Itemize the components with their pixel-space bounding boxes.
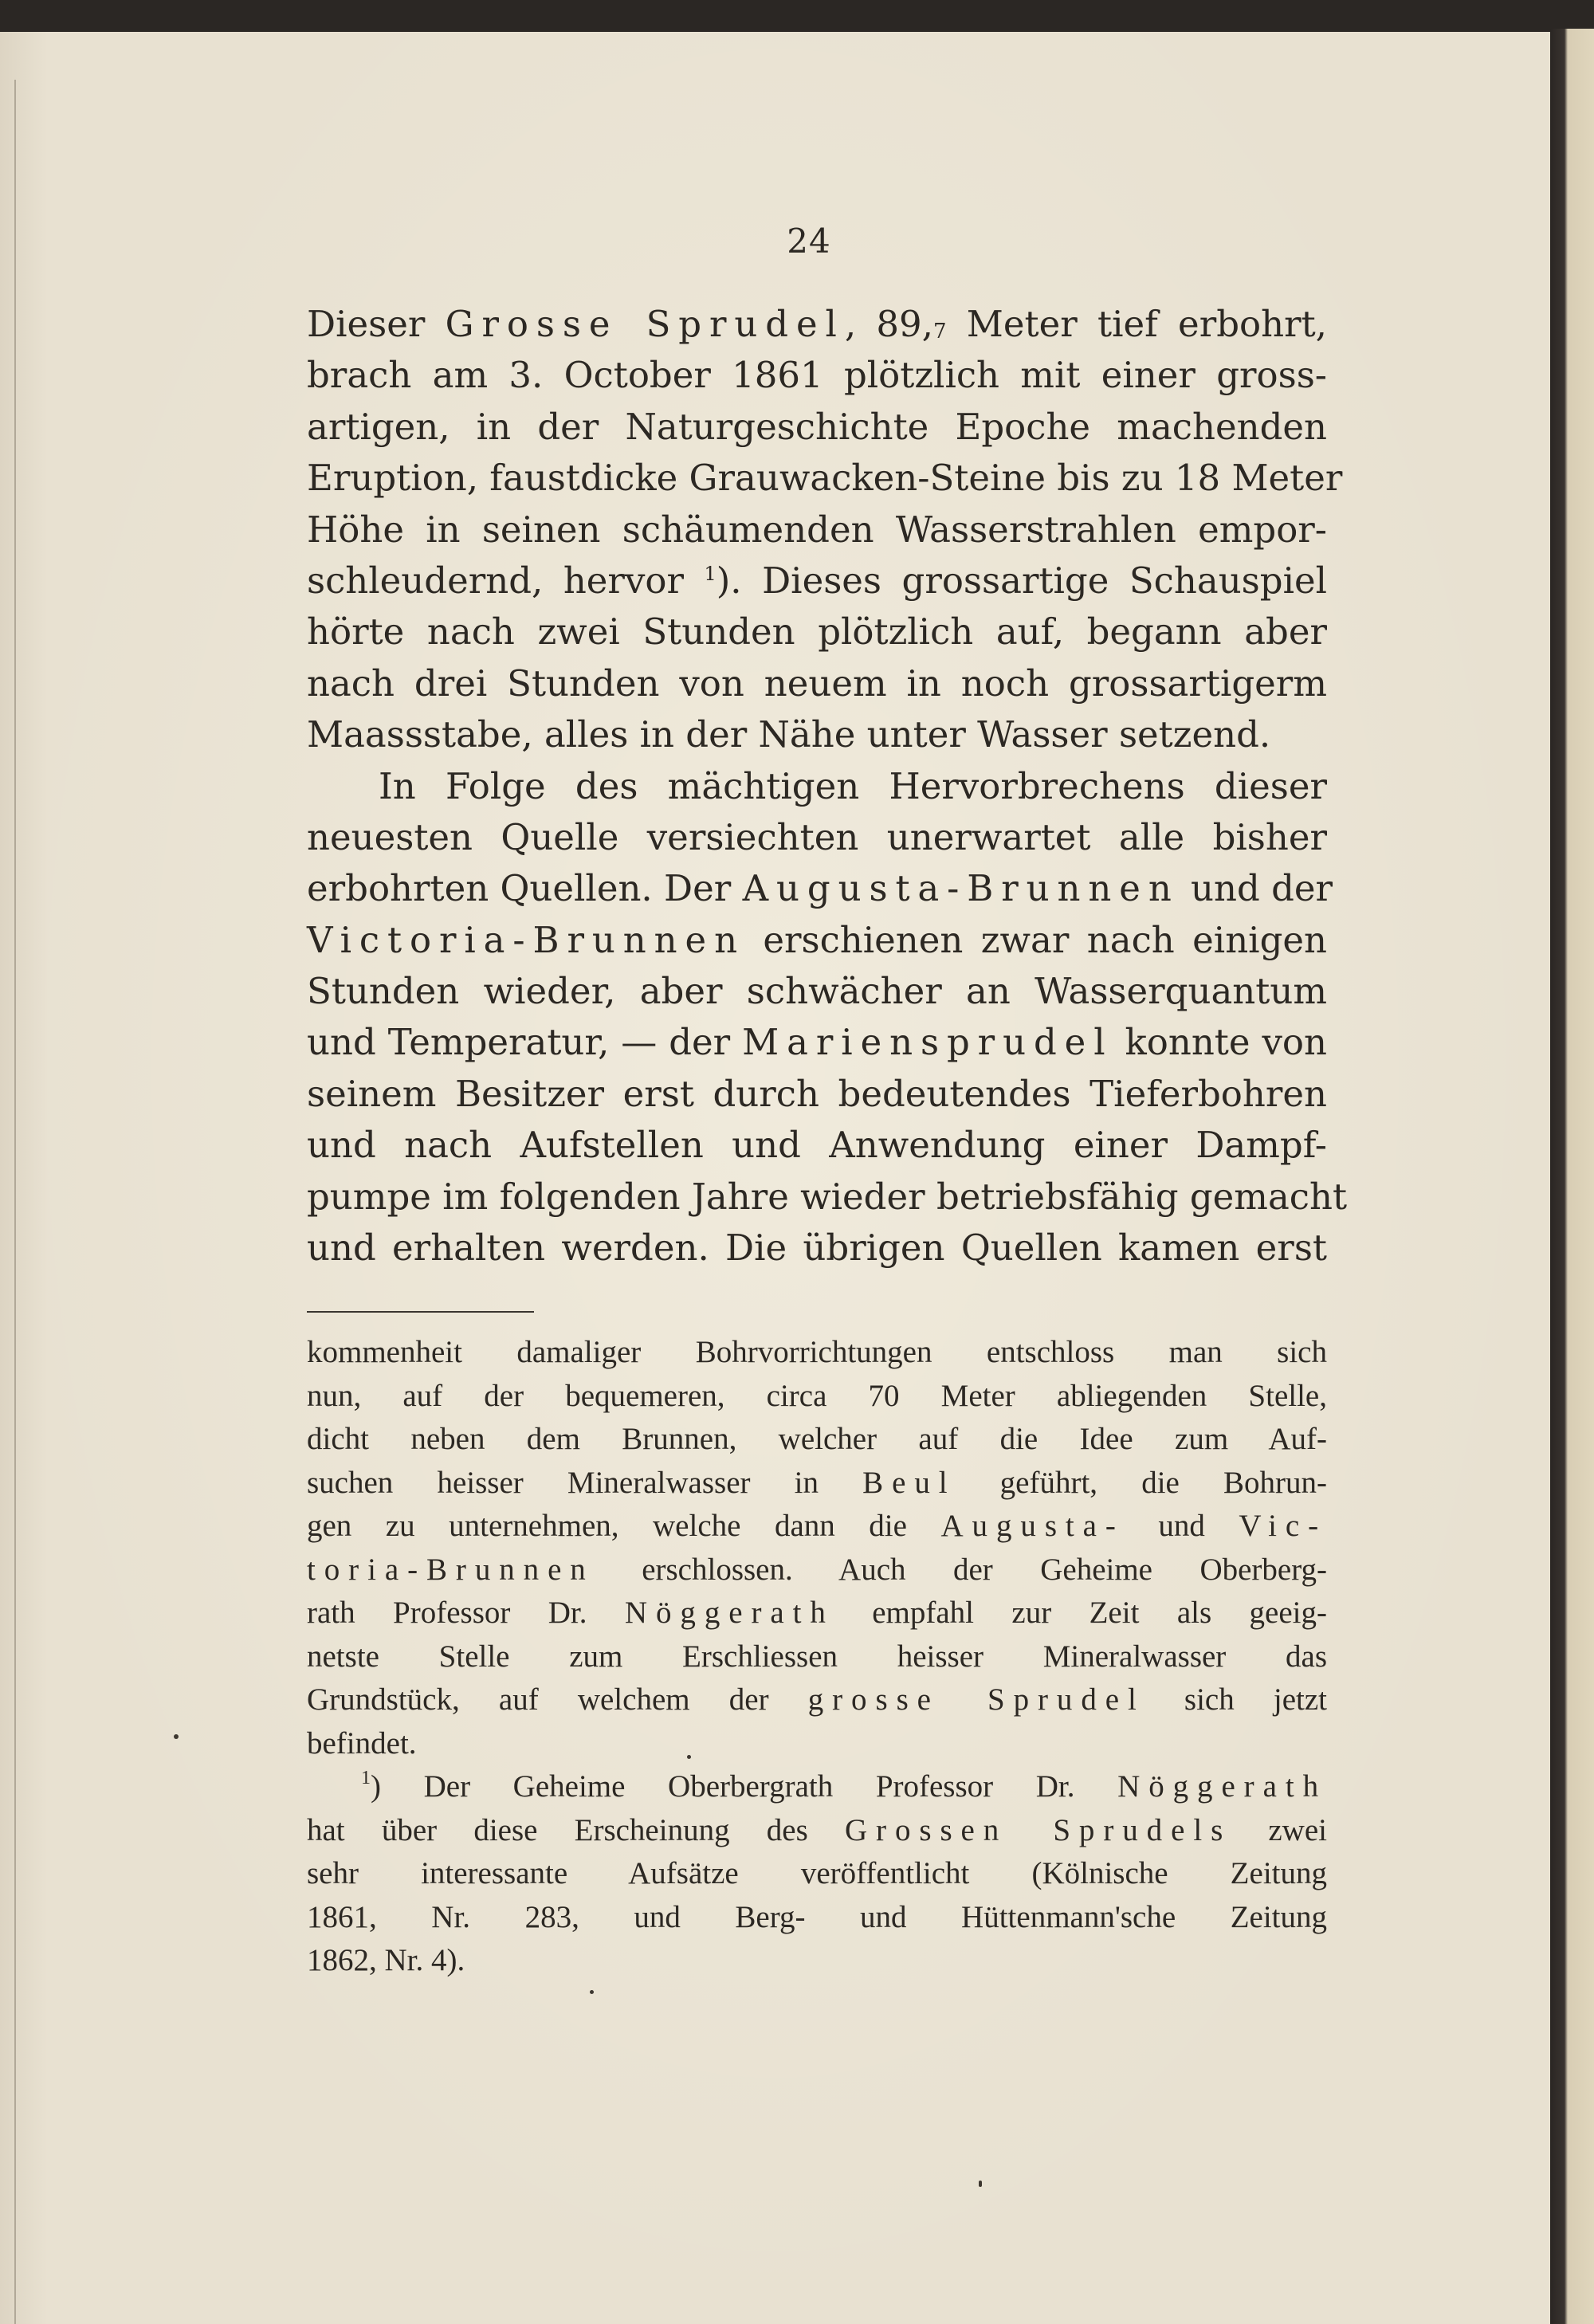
text-line: Maassstabe, alles in der Nähe unter Wasser setzend. (307, 713, 1271, 756)
main-text (307, 299, 1348, 1274)
text-line: seinem Besitzer erst durch bedeutendes Tieferbohren (307, 1072, 1327, 1115)
spaced-term: Grosse Sprudel (445, 303, 845, 345)
paper-speck (590, 1990, 594, 1994)
text-line: pumpe im folgenden Jahre wieder betriebsfähig gemacht (307, 1175, 1348, 1218)
text-line: Eruption, faustdicke Grauwacken-Steine bis zu 18 Meter (307, 457, 1343, 500)
text-line: und nach Aufstellen und Anwendung einer Dampf- (307, 1124, 1327, 1167)
footnote-line: netste Stelle zum Erschliessen heisser Mineralwasser das (307, 1639, 1327, 1674)
footnote-line: dicht neben dem Brunnen, welcher auf die Idee zum Auf- (307, 1422, 1327, 1456)
text-line: neuesten Quelle versiechten unerwartet alle bisher (307, 815, 1327, 858)
text-line: und Temperatur, — der Mariensprudel konnte von (307, 1021, 1327, 1064)
text-line: Höhe in seinen schäumenden Wasserstrahlen empor- (307, 508, 1327, 551)
footnote-line: hat über diese Erscheinung des Grossen Sprudels zwei (307, 1812, 1327, 1847)
spaced-term: Vic- (1239, 1509, 1327, 1543)
paper-speck (174, 1734, 179, 1739)
text-line: erbohrten Quellen. Der Augusta-Brunnen und der (307, 867, 1333, 910)
text-line: schleudernd, hervor $^1$). Dieses grossartige Schauspiel (307, 559, 1327, 602)
text-line: Stunden wieder, aber schwächer an Wasserquantum (307, 970, 1327, 1013)
text-line: Dieser Grosse Sprudel, $89,_7$ Meter tief erbohrt, (307, 303, 1327, 345)
footnote-marker: 1 (704, 562, 717, 585)
footnote-marker: 1 (361, 1768, 371, 1788)
paper-speck (687, 1755, 691, 1759)
page-binding-edge (14, 80, 16, 2324)
footnote-separator (307, 1311, 534, 1313)
adjacent-page-edge (1550, 29, 1594, 2324)
text-line: Victoria-Brunnen erschienen zwar nach einigen (307, 918, 1327, 961)
footnote-line: befindet. (307, 1725, 417, 1761)
text-line: und erhalten werden. Die übrigen Quellen kamen erst (307, 1227, 1327, 1270)
spaced-term: Mariensprudel (742, 1021, 1113, 1064)
text-line: brach am 3. October 1861 plötzlich mit einer gross- (307, 354, 1327, 397)
footnote-line: $^1$) Der Geheime Oberbergrath Professor Dr. Nöggerath (361, 1768, 1327, 1804)
text-line: nach drei Stunden von neuem in noch grossartigerm (307, 661, 1327, 705)
spaced-term: Victoria-Brunnen (307, 918, 745, 961)
footnote-line: sehr interessante Aufsätze veröffentlicht (Kölnische Zeitung (307, 1856, 1327, 1890)
spaced-term: grosse Sprudel (807, 1682, 1145, 1717)
text-line: artigen, in der Naturgeschichte Epoche machenden (307, 405, 1327, 448)
footnote-line: Grundstück, auf welchem der grosse Sprudel sich jetzt (307, 1682, 1327, 1717)
spaced-term: Grossen Sprudels (844, 1812, 1232, 1847)
page-number: 24 (787, 222, 831, 261)
paper-speck (979, 2181, 982, 2187)
spaced-term: Beul (862, 1465, 956, 1500)
text-line: In Folge des mächtigen Hervorbrechens dieser (379, 764, 1327, 807)
spaced-term: Augusta- (940, 1509, 1125, 1543)
footnote-line: nun, auf der bequemeren, circa 70 Meter abliegenden Stelle, (307, 1378, 1327, 1413)
text-line: hörte nach zwei Stunden plötzlich auf, begann aber (307, 610, 1327, 654)
spaced-term: Nöggerath (1117, 1769, 1327, 1804)
footnote-line: 1861, Nr. 283, und Berg- und Hüttenmann'sche Zeitung (307, 1899, 1327, 1934)
spaced-term: Augusta-Brunnen (742, 867, 1180, 910)
spaced-term: Nöggerath (624, 1596, 834, 1630)
spaced-term: toria-Brunnen (307, 1552, 595, 1587)
footnotes (307, 1331, 1327, 1983)
footnote-line: rath Professor Dr. Nöggerath empfahl zur Zeit als geeig- (307, 1596, 1327, 1630)
footnote-line: toria-Brunnen erschlossen. Auch der Geheime Oberberg- (307, 1552, 1327, 1587)
footnote-line: suchen heisser Mineralwasser in Beul geführt, die Bohrun- (307, 1465, 1327, 1500)
footnote-line: kommenheit damaliger Bohrvorrichtungen entschloss man sich (307, 1335, 1327, 1369)
footnote-line: 1862, Nr. 4). (307, 1943, 465, 1977)
footnote-line: gen zu unternehmen, welche dann die Augusta- und Vic- (307, 1509, 1327, 1543)
